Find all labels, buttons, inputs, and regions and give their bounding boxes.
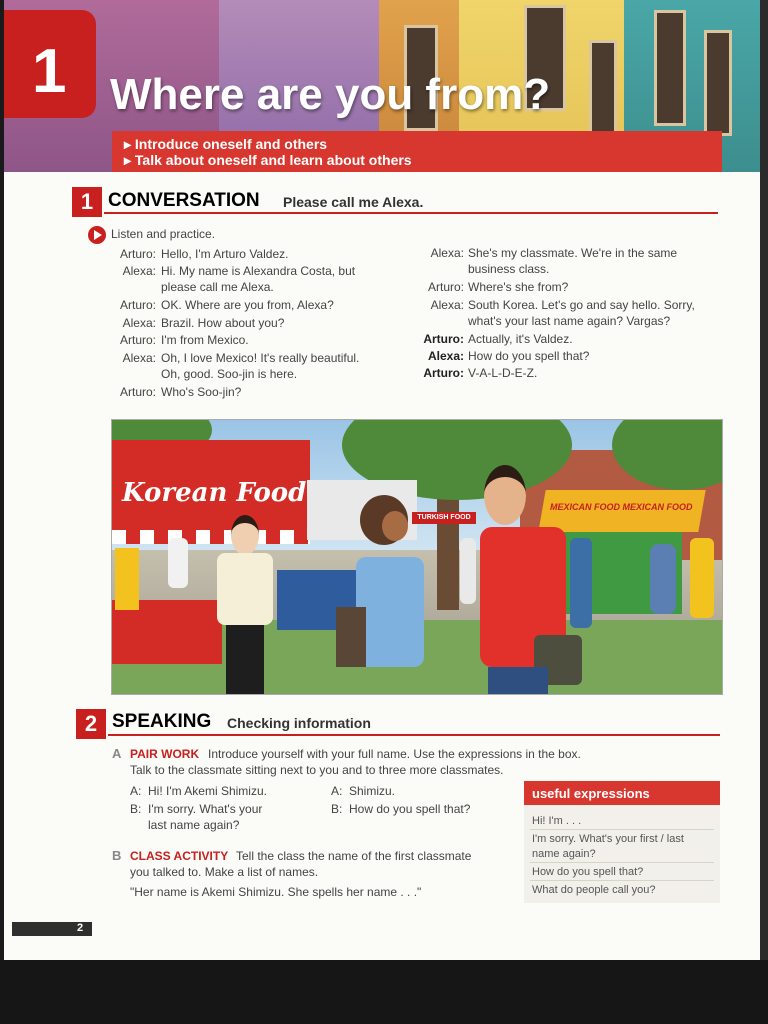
goal-item: ▸ Talk about oneself and learn about others	[124, 152, 412, 168]
section-rule	[108, 734, 720, 736]
pair-work-label: PAIR WORK	[130, 747, 200, 761]
speaker: Alexa:	[122, 264, 156, 278]
expression-item: I'm sorry. What's your first / last	[532, 833, 684, 845]
scan-background	[0, 960, 768, 1024]
speaker: Alexa:	[122, 316, 156, 330]
speaker: A:	[130, 784, 142, 798]
example-line: Shimizu.	[349, 784, 396, 798]
arturo-figure	[474, 465, 584, 694]
dialogue-line: business class.	[468, 262, 550, 276]
exercise-letter: B	[112, 848, 122, 863]
speaker: Arturo:	[423, 332, 464, 346]
vendor-figure	[168, 538, 188, 588]
woman-figure	[212, 515, 278, 695]
exercise-letter: A	[112, 746, 122, 761]
window	[589, 40, 617, 136]
speaker: Arturo:	[119, 247, 156, 261]
sweater	[217, 553, 273, 625]
unit-number: 1	[32, 37, 67, 106]
example-line: last name again?	[148, 818, 240, 832]
passerby-figure	[460, 538, 476, 604]
dialogue-line: She's my classmate. We're in the same	[468, 246, 678, 260]
section-number: 2	[76, 709, 106, 739]
dialogue-line: Oh, good. Soo-jin is here.	[161, 367, 298, 381]
pants	[226, 625, 264, 695]
section-title: SPEAKING	[112, 711, 212, 732]
speaker: A:	[331, 784, 343, 798]
korean-food-stall	[112, 440, 310, 530]
instruction: you talked to. Make a list of names.	[130, 865, 319, 879]
unit-number-tab	[4, 10, 96, 118]
example-line: How do you spell that?	[349, 802, 471, 816]
dialogue-line: V-A-L-D-E-Z.	[468, 366, 538, 380]
bag	[336, 607, 366, 667]
window	[654, 10, 686, 126]
instruction: Talk to the classmate sitting next to you and to three more classmates.	[130, 763, 504, 777]
passerby-figure	[690, 538, 714, 618]
market-illustration	[111, 419, 723, 695]
audio-play-icon[interactable]	[88, 226, 106, 244]
speaker: Arturo:	[119, 333, 156, 347]
example-line: I'm sorry. What's your	[148, 802, 263, 816]
dialogue-line: Oh, I love Mexico! It's really beautiful.	[161, 351, 360, 365]
useful-expressions-heading: useful expressions	[532, 786, 650, 801]
dialogue-line: Hi. My name is Alexandra Costa, but	[161, 264, 356, 278]
mexican-food-sign: MEXICAN FOOD MEXICAN FOOD	[550, 502, 693, 512]
dialogue-line: OK. Where are you from, Alexa?	[161, 298, 334, 312]
expression-item: How do you spell that?	[532, 866, 644, 878]
dialogue-line: How do you spell that?	[468, 349, 590, 363]
expression-item: Hi! I'm . . .	[532, 815, 582, 827]
useful-expressions-box	[524, 781, 720, 903]
head	[231, 515, 259, 555]
passerby-figure	[650, 544, 676, 614]
speaker: Alexa:	[430, 246, 464, 260]
dialogue-line: please call me Alexa.	[161, 280, 274, 294]
goal-item: ▸ Introduce oneself and others	[124, 136, 328, 152]
korean-food-sign: Korean Food	[122, 478, 307, 508]
section-number: 1	[72, 187, 102, 217]
dialogue-line: I'm from Mexico.	[161, 333, 249, 347]
page-number: 2	[77, 922, 84, 934]
instruction: Listen and practice.	[111, 227, 216, 241]
example-line: Hi! I'm Akemi Shimizu.	[148, 784, 267, 798]
face	[382, 511, 408, 541]
example-quote: "Her name is Akemi Shimizu. She spells her name . . ."	[130, 885, 422, 899]
speaker: Arturo:	[427, 280, 464, 294]
section-title: CONVERSATION	[108, 190, 260, 211]
head	[484, 465, 526, 525]
speaker: B:	[130, 802, 142, 816]
awning-stripes	[112, 530, 310, 544]
speaker: Alexa:	[430, 298, 464, 312]
alexa-figure	[344, 495, 434, 695]
class-activity-label: CLASS ACTIVITY	[130, 849, 229, 863]
speaker: Alexa:	[122, 351, 156, 365]
jeans	[488, 667, 548, 694]
unit-goals	[112, 131, 722, 172]
dialogue-line: Actually, it's Valdez.	[468, 332, 573, 346]
dialogue-line: Hello, I'm Arturo Valdez.	[161, 247, 289, 261]
dialogue-line: what's your last name again? Vargas?	[468, 314, 671, 328]
instruction: Tell the class the name of the first classmate	[236, 849, 472, 863]
korean-side-sign	[115, 548, 139, 610]
denim-shirt	[356, 557, 424, 667]
speaker: Arturo:	[423, 366, 464, 380]
expression-item: What do people call you?	[532, 884, 656, 896]
window	[704, 30, 732, 136]
section-rule	[104, 212, 718, 214]
divider	[530, 880, 714, 881]
speaker: Arturo:	[119, 385, 156, 399]
textbook-page	[4, 0, 760, 960]
speaker: B:	[331, 802, 343, 816]
dialogue-line: South Korea. Let's go and say hello. Sorry,	[468, 298, 695, 312]
speaker: Alexa:	[427, 349, 464, 363]
expression-item: name again?	[532, 848, 596, 860]
divider	[530, 862, 714, 863]
dialogue-line: Who's Soo-jin?	[161, 385, 242, 399]
dialogue-line: Where's she from?	[468, 280, 569, 294]
passerby-figure	[570, 538, 592, 628]
useful-expressions-header	[524, 781, 720, 805]
section-subtitle: Please call me Alexa.	[283, 194, 424, 210]
book-spine	[760, 0, 768, 960]
instruction: Introduce yourself with your full name. Use the expressions in the box.	[208, 747, 581, 761]
unit-title: Where are you from?	[110, 70, 551, 119]
divider	[530, 829, 714, 830]
dialogue-line: Brazil. How about you?	[161, 316, 285, 330]
speaker: Arturo:	[119, 298, 156, 312]
section-subtitle: Checking information	[227, 715, 371, 731]
turkish-food-sign: TURKISH FOOD	[412, 512, 476, 524]
unit-banner	[4, 0, 760, 172]
